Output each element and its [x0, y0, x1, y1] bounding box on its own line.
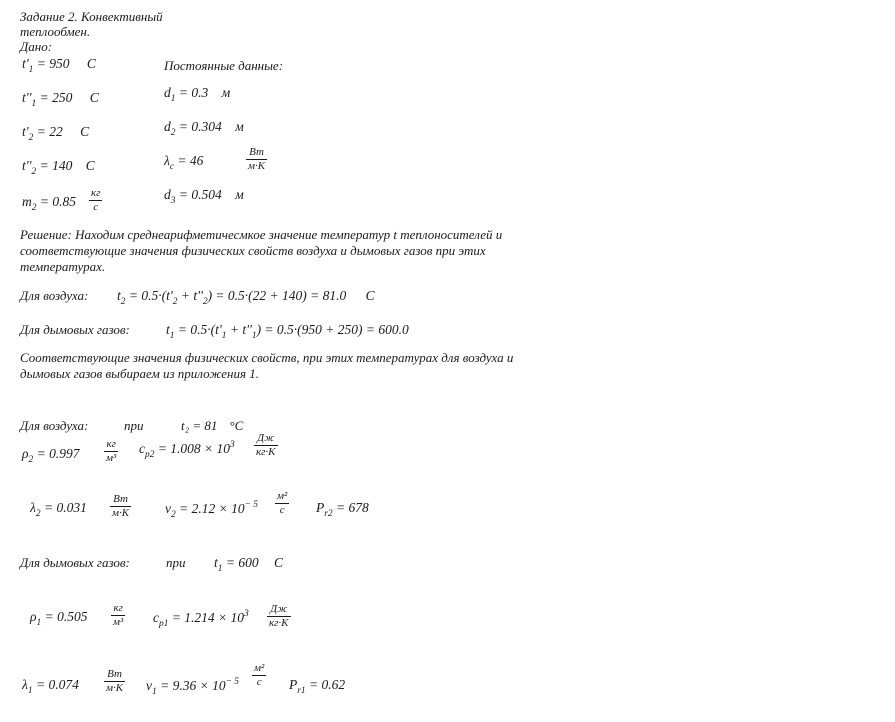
air-prandtl: $P_{r2} = 678$ — [316, 500, 369, 519]
gas-nu-unit: м² с — [254, 662, 265, 688]
gas-props-at: при — [166, 555, 186, 570]
air-mean-formula: $t_2 = 0.5\cdot(t'_2 + t''_2) = 0.5\cdot(22 + 140) = 81.0$ C — [117, 288, 375, 307]
const-lambda-c-unit: Вт м·K — [248, 146, 266, 172]
solution-intro-line1: Решение: Находим среднеарифметичесмкое значение температур t теплоносителей и — [20, 227, 503, 242]
gas-lambda: $\lambda_1 = 0.074$ — [22, 677, 79, 696]
air-lambda: $\lambda_2 = 0.031$ — [30, 500, 87, 519]
gas-cp: $c_{p1} = 1.214 \times 10^3$ — [153, 609, 249, 629]
air-props-temp: t₂ = 81 °C — [181, 418, 244, 433]
const-d1: $d_1 = 0.3$ м — [164, 85, 231, 104]
air-props-at: при — [124, 418, 144, 433]
given-t2-prime: $t'_2 = 22$ C — [22, 124, 90, 143]
gas-props-label: Для дымовых газов: — [20, 555, 130, 570]
task-title-line2: теплообмен. — [20, 24, 91, 39]
given-t1-double-prime: $t''_1 = 250$ C — [22, 90, 99, 109]
given-t2-double-prime: $t''_2 = 140$ C — [22, 158, 95, 177]
air-props-label: Для воздуха: — [20, 418, 89, 433]
gas-mean-label: Для дымовых газов: — [20, 322, 130, 337]
constants-label: Постоянные данные: — [164, 58, 284, 73]
const-d2: $d_2 = 0.304$ м — [164, 119, 244, 138]
given-label: Дано: — [20, 39, 53, 54]
gas-prandtl: $P_{r1} = 0.62$ — [289, 677, 346, 696]
air-lambda-unit: Вт м·K — [112, 493, 130, 519]
props-intro-line1: Соответствующие значения физических свойств, при этих температурах для воздуха и — [20, 350, 514, 365]
given-m2: $m_2 = 0.85$ — [22, 194, 76, 213]
given-m2-unit: кг с — [91, 187, 101, 213]
given-t1-prime: $t'_1 = 950$ C — [22, 56, 96, 75]
solution-intro-line2: соответствующие значения физических свойств воздуха и дымовых газов при этих — [20, 243, 486, 258]
gas-nu: $\nu_1 = 9.36 \times 10^{- 5}$ — [146, 677, 240, 697]
gas-props-temp: $t_1 = 600$ C — [214, 555, 283, 574]
solution-intro-line3: температурах. — [20, 259, 106, 274]
const-d3: $d_3 = 0.504$ м — [164, 187, 244, 206]
gas-rho-unit: кг м³ — [113, 602, 124, 628]
gas-cp-unit: Дж кг·K — [269, 603, 289, 629]
const-lambda-c: $\lambda_c = 46$ — [164, 153, 204, 172]
gas-lambda-unit: Вт м·K — [106, 668, 124, 694]
air-rho-unit: кг м³ — [106, 438, 117, 464]
air-rho: $\rho_2 = 0.997$ — [22, 446, 80, 465]
air-nu: $\nu_2 = 2.12 \times 10^{- 5}$ — [165, 500, 259, 520]
gas-rho: $\rho_1 = 0.505$ — [30, 609, 88, 628]
gas-mean-formula: $t_1 = 0.5\cdot(t'_1 + t''_1) = 0.5\cdot(950 + 250) = 600.0$ — [166, 322, 409, 341]
props-intro-line2: дымовых газов выбираем из приложения 1. — [20, 366, 259, 381]
air-cp-unit: Дж кг·K — [256, 432, 276, 458]
air-nu-unit: м² с — [277, 490, 288, 516]
air-mean-label: Для воздуха: — [20, 288, 89, 303]
air-cp: $c_{p2} = 1.008 \times 10^3$ — [139, 440, 235, 460]
task-title-line1: Задание 2. Конвективный — [20, 9, 163, 24]
